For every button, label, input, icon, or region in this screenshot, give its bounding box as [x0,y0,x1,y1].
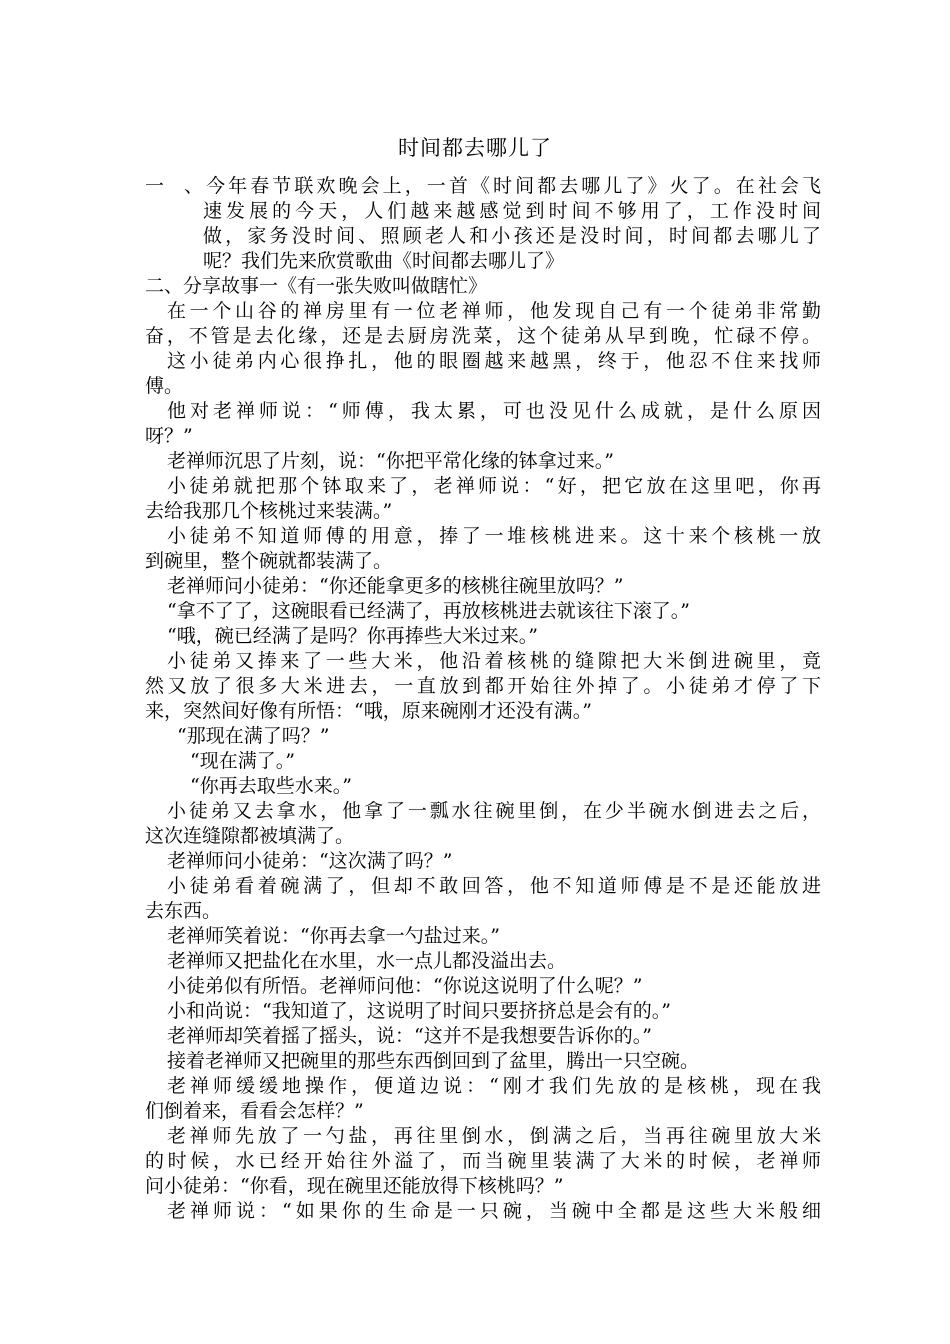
text-line [145,274,821,299]
line-text: 这次连缝隙都被填满了。 [145,825,355,847]
line-text: 的时候，水已经开始往外溢了，而当碗里装满了大米的时候，老禅师 [145,1150,821,1172]
text-line [145,499,821,524]
line-text: 小徒弟不知道师傅的用意，捧了一堆核桃进来。这十来个核桃一放 [167,525,821,547]
line-text: 呢？我们先来欣赏歌曲《时间都去哪儿了》 [203,250,565,272]
line-text: 今年春节联欢晚会上，一首《时间都去哪儿了》火了。在社会飞 [203,175,821,197]
line-text: 到碗里，整个碗就都装满了。 [145,550,393,572]
text-line [145,449,821,474]
text-line [145,724,821,749]
text-line [145,674,821,699]
text-line [145,1099,821,1124]
text-line [145,799,821,824]
line-text: 做，家务没时间、照顾老人和小孩还是没时间，时间都去哪儿了 [203,225,821,247]
line-text: 小徒弟看着碗满了，但却不敢回答，他不知道师傅是不是还能放进 [167,875,821,897]
text-line [145,624,821,649]
text-line [145,549,821,574]
line-text: “你再去取些水来。” [190,775,352,797]
line-text: 小徒弟又去拿水，他拿了一瓢水往碗里倒，在少半碗水倒进去之后， [167,800,821,822]
text-line [145,249,821,274]
text-line [145,974,821,999]
text-line [145,324,821,349]
text-line [145,1049,821,1074]
line-text: 小和尚说：“我知道了，这说明了时间只要挤挤总是会有的。” [167,1000,671,1022]
line-text: 小徒弟就把那个钵取来了，老禅师说：“好，把它放在这里吧，你再 [167,475,821,497]
line-text: 这小徒弟内心很挣扎，他的眼圈越来越黑，终于，他忍不住来找师 [167,350,821,372]
text-line [145,1024,821,1049]
text-line [145,599,821,624]
text-line [145,999,821,1024]
text-line [145,374,821,399]
line-text: 老禅师却笑着摇了摇头，说：“这并不是我想要告诉你的。” [167,1025,652,1047]
text-line [145,524,821,549]
text-line [145,824,821,849]
document-body [145,174,821,1224]
text-line [145,1124,821,1149]
line-text: 老禅师沉思了片刻，说：“你把平常化缘的钵拿过来。” [167,450,614,472]
line-text: “拿不了了，这碗眼看已经满了，再放核桃进去就该往下滚了。” [167,600,690,622]
section-number: 一、 [145,175,203,197]
line-text: 老禅师问小徒弟：“你还能拿更多的核桃往碗里放吗？” [167,575,624,597]
text-line [145,749,821,774]
text-line [145,399,821,424]
text-line [145,774,821,799]
text-line [145,699,821,724]
line-text: 老禅师问小徒弟：“这次满了吗？” [167,850,453,872]
line-text: 老禅师又把盐化在水里，水一点儿都没溢出去。 [167,950,567,972]
document-title: 时间都去哪儿了 [398,136,552,160]
line-text: 小徒弟似有所悟。老禅师问他：“你说这说明了什么呢？” [167,975,643,997]
line-text: 老禅师缓缓地操作，便道边说：“刚才我们先放的是核桃，现在我 [167,1075,821,1097]
text-line [145,299,821,324]
text-line [145,1174,821,1199]
line-text: 老禅师笑着说：“你再去拿一勺盐过来。” [167,925,500,947]
line-text: 接着老禅师又把碗里的那些东西倒回到了盆里，腾出一只空碗。 [167,1050,700,1072]
line-text: 奋，不管是去化缘，还是去厨房洗菜，这个徒弟从早到晚，忙碌不停。 [145,325,821,347]
text-line [145,924,821,949]
text-line [145,649,821,674]
line-text: “哦，碗已经满了是吗？你再捧些大米过来。” [167,625,538,647]
line-text: 在一个山谷的禅房里有一位老禅师，他发现自己有一个徒弟非常勤 [167,300,821,322]
line-text: 然又放了很多大米进去，一直放到都开始往外掉了。小徒弟才停了下 [145,675,821,697]
text-line [145,1199,821,1224]
text-line [145,574,821,599]
text-line [145,1149,821,1174]
line-text: 呀？” [145,425,193,447]
line-text: 来，突然间好像有所悟：“哦，原来碗刚才还没有满。” [145,700,592,722]
line-text: 他对老禅师说：“师傅，我太累，可也没见什么成就，是什么原因 [167,400,821,422]
text-line [145,424,821,449]
text-line [145,349,821,374]
text-line [145,949,821,974]
text-line [145,199,821,224]
line-text: 小徒弟又捧来了一些大米，他沿着核桃的缝隙把大米倒进碗里，竟 [167,650,821,672]
line-text: 傅。 [145,375,184,397]
line-text: 二、分享故事一《有一张失败叫做瞎忙》 [145,275,488,297]
text-line [145,174,821,199]
line-text: 去给我那几个核桃过来装满。” [145,500,393,522]
line-text: 问小徒弟：“你看，现在碗里还能放得下核桃吗？” [145,1175,564,1197]
text-line [145,224,821,249]
line-text: 速发展的今天，人们越来越感觉到时间不够用了，工作没时间 [203,200,821,222]
text-line [145,899,821,924]
line-text: 老禅师先放了一勺盐，再往里倒水，倒满之后，当再往碗里放大米 [167,1125,821,1147]
text-line [145,874,821,899]
line-text: 们倒着来，看看会怎样？” [145,1100,364,1122]
line-text: 去东西。 [145,900,222,922]
text-line [145,474,821,499]
text-line [145,849,821,874]
text-line [145,1074,821,1099]
line-text: “那现在满了吗？” [177,725,330,747]
line-text: “现在满了。” [190,750,295,772]
line-text: 老禅师说：“如果你的生命是一只碗，当碗中全都是这些大米般细 [167,1200,821,1222]
